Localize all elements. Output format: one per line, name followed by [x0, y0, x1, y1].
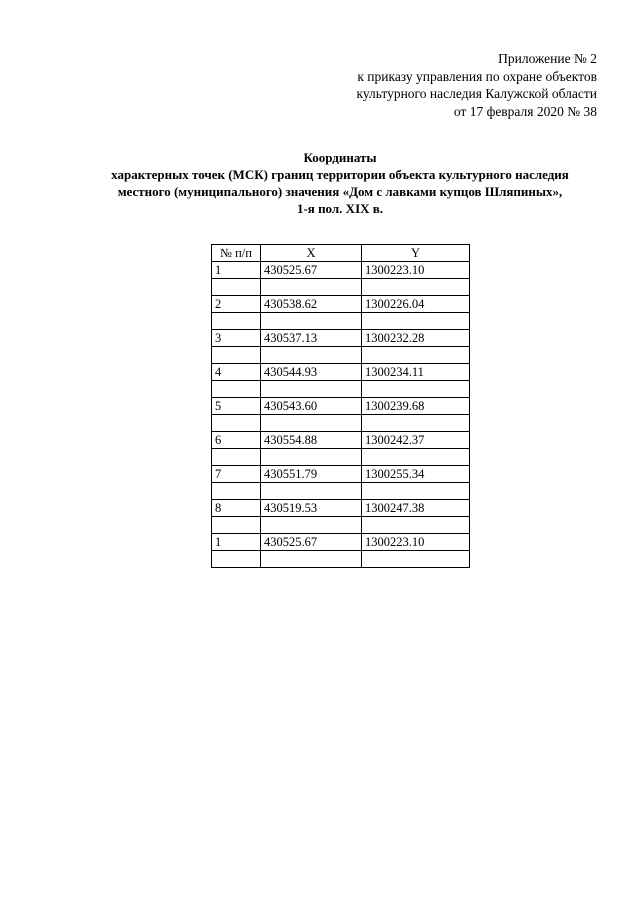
title-heading: Координаты	[303, 150, 377, 165]
empty-cell	[362, 551, 470, 568]
cell-number: 4	[212, 364, 261, 381]
empty-cell	[261, 279, 362, 296]
appendix-order-ref: к приказу управления по охране объектов	[357, 68, 597, 84]
title-line-3: местного (муниципального) значения «Дом с лавками купцов Шляпиных»,	[117, 184, 563, 199]
title-line-2: характерных точек (МСК) границ территории объекта культурного наследия	[111, 167, 569, 182]
empty-cell	[261, 483, 362, 500]
cell-y: 1300239.68	[362, 398, 470, 415]
table-row	[212, 262, 470, 279]
cell-number: 5	[212, 398, 261, 415]
cell-y: 1300226.04	[362, 296, 470, 313]
cell-x: 430554.88	[261, 432, 362, 449]
empty-cell	[362, 483, 470, 500]
title-line-4: 1-я пол. XIX в.	[296, 201, 384, 216]
table-spacer-row	[212, 381, 470, 398]
cell-number: 6	[212, 432, 261, 449]
empty-cell	[261, 381, 362, 398]
empty-cell	[261, 551, 362, 568]
table-row	[212, 398, 470, 415]
empty-cell	[362, 415, 470, 432]
cell-number: 1	[212, 262, 261, 279]
cell-y: 1300223.10	[362, 262, 470, 279]
cell-number: 1	[212, 534, 261, 551]
appendix-date: от 17 февраля 2020 № 38	[453, 103, 597, 119]
header-number: № п/п	[212, 245, 261, 262]
cell-y: 1300223.10	[362, 534, 470, 551]
empty-cell	[362, 381, 470, 398]
cell-y: 1300232.28	[362, 330, 470, 347]
cell-number: 7	[212, 466, 261, 483]
table-row	[212, 364, 470, 381]
empty-cell	[362, 517, 470, 534]
empty-cell	[212, 313, 261, 330]
table-spacer-row	[212, 551, 470, 568]
empty-cell	[362, 347, 470, 364]
header-x: X	[261, 245, 362, 262]
cell-y: 1300255.34	[362, 466, 470, 483]
empty-cell	[212, 483, 261, 500]
table-spacer-row	[212, 449, 470, 466]
empty-cell	[261, 449, 362, 466]
cell-number: 8	[212, 500, 261, 517]
table-body	[212, 262, 470, 568]
empty-cell	[362, 279, 470, 296]
table-row	[212, 296, 470, 313]
document-title	[40, 149, 639, 217]
empty-cell	[362, 313, 470, 330]
cell-x: 430551.79	[261, 466, 362, 483]
empty-cell	[362, 449, 470, 466]
empty-cell	[212, 347, 261, 364]
header-y: Y	[362, 245, 470, 262]
empty-cell	[212, 517, 261, 534]
cell-x: 430543.60	[261, 398, 362, 415]
table-spacer-row	[212, 347, 470, 364]
empty-cell	[261, 415, 362, 432]
table-row	[212, 500, 470, 517]
cell-x: 430525.67	[261, 262, 362, 279]
empty-cell	[212, 381, 261, 398]
cell-x: 430519.53	[261, 500, 362, 517]
table-spacer-row	[212, 313, 470, 330]
empty-cell	[261, 517, 362, 534]
empty-cell	[261, 313, 362, 330]
empty-cell	[261, 347, 362, 364]
coordinates-table	[211, 244, 470, 568]
table-row	[212, 534, 470, 551]
table-spacer-row	[212, 279, 470, 296]
empty-cell	[212, 449, 261, 466]
cell-x: 430525.67	[261, 534, 362, 551]
cell-y: 1300247.38	[362, 500, 470, 517]
appendix-authority: культурного наследия Калужской области	[356, 86, 597, 101]
table-spacer-row	[212, 415, 470, 432]
table-row	[212, 466, 470, 483]
appendix-number: Приложение № 2	[498, 51, 597, 66]
table-header-row	[212, 245, 470, 262]
empty-cell	[212, 415, 261, 432]
cell-number: 3	[212, 330, 261, 347]
table-row	[212, 330, 470, 347]
cell-x: 430538.62	[261, 296, 362, 313]
cell-y: 1300234.11	[362, 364, 470, 381]
cell-y: 1300242.37	[362, 432, 470, 449]
appendix-header	[356, 50, 597, 120]
table-row	[212, 432, 470, 449]
empty-cell	[212, 551, 261, 568]
table-spacer-row	[212, 517, 470, 534]
cell-x: 430537.13	[261, 330, 362, 347]
cell-x: 430544.93	[261, 364, 362, 381]
table-spacer-row	[212, 483, 470, 500]
empty-cell	[212, 279, 261, 296]
cell-number: 2	[212, 296, 261, 313]
